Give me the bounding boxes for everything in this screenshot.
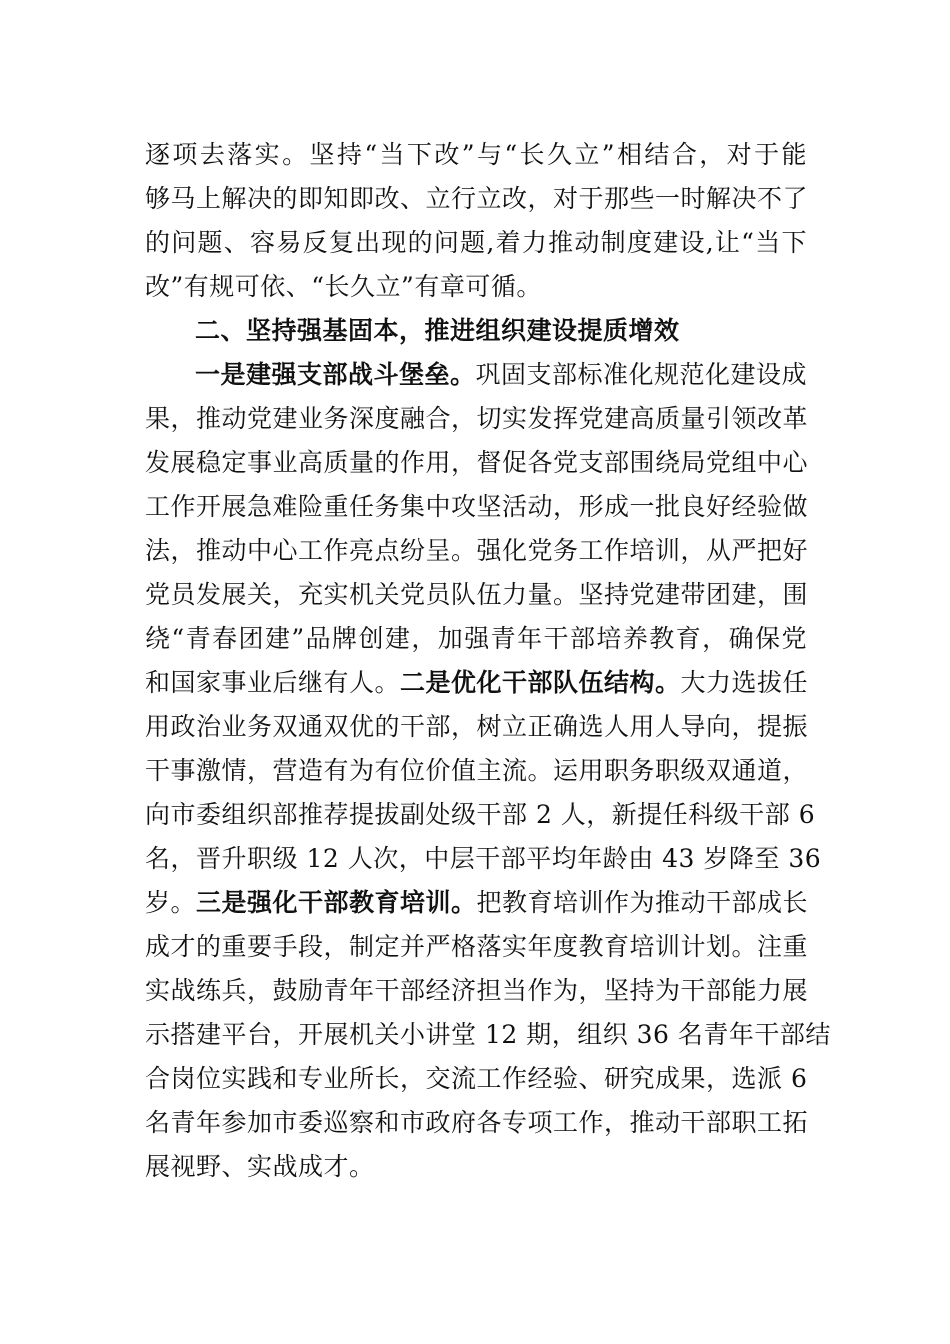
bold-lead-third: 三是强化干部教育培训。 [196,888,477,917]
paragraph-line: 名青年参加市委巡察和市政府各专项工作，推动干部职工拓 [145,1108,809,1137]
paragraph-line: 法，推动中心工作亮点纷呈。强化党务工作培训，从严把好 [145,536,809,565]
paragraph-line [145,886,807,920]
line-text: 和国家事业后继有人。 [145,668,401,697]
paragraph-line: 名，晋升职级 12 人次，中层干部平均年龄由 43 岁降至 36 [145,844,822,873]
paragraph-line: 果，推动党建业务深度融合，切实发挥党建高质量引领改革 [145,404,809,433]
line-text: 把教育培训作为推动干部成长 [476,888,809,917]
paragraph-line: 干事激情，营造有为有位价值主流。运用职务职级双通道， [145,756,809,785]
bold-lead-first: 一是建强支部战斗堡垒。 [195,360,476,389]
paragraph-line: 发展稳定事业高质量的作用，督促各党支部围绕局党组中心 [145,448,809,477]
paragraph-line: 逐项去落实。坚持“当下改”与“长久立”相结合，对于能 [145,140,807,169]
paragraph-line: 的问题、容易反复出现的问题,着力推动制度建设,让“当下 [145,228,807,257]
paragraph-line: 实战练兵，鼓励青年干部经济担当作为，坚持为干部能力展 [145,976,809,1005]
paragraph-line: 党员发展关，充实机关党员队伍力量。坚持党建带团建，围 [145,580,809,609]
paragraph-line: 工作开展急难险重任务集中攻坚活动，形成一批良好经验做 [145,492,809,521]
paragraph-line: 绕“青春团建”品牌创建，加强青年干部培养教育，确保党 [145,624,807,653]
paragraph-line: 改”有规可依、“长久立”有章可循。 [145,272,542,301]
paragraph-line: 示搭建平台，开展机关小讲堂 12 期，组织 36 名青年干部结 [145,1020,831,1049]
line-text: 大力选拔任 [680,668,809,697]
bold-lead-second: 二是优化干部队伍结构。 [400,668,681,697]
paragraph-line: 展视野、实战成才。 [145,1152,375,1181]
line-text: 岁。 [145,888,197,917]
paragraph-line: 向市委组织部推荐提拔副处级干部 2 人，新提任科级干部 6 [145,800,816,829]
paragraph-line: 成才的重要手段，制定并严格落实年度教育培训计划。注重 [145,932,809,961]
paragraph-line [145,666,807,700]
paragraph-line [195,358,807,392]
paragraph-line: 合岗位实践和专业所长，交流工作经验、研究成果，选派 6 [145,1064,808,1093]
paragraph-line: 够马上解决的即知即改、立行立改，对于那些一时解决不了 [145,184,809,213]
section-heading: 二、坚持强基固本，推进组织建设提质增效 [195,316,680,345]
line-text: 巩固支部标准化规范化建设成 [475,360,808,389]
paragraph-line: 用政治业务双通双优的干部，树立正确选人用人导向，提振 [145,712,809,741]
